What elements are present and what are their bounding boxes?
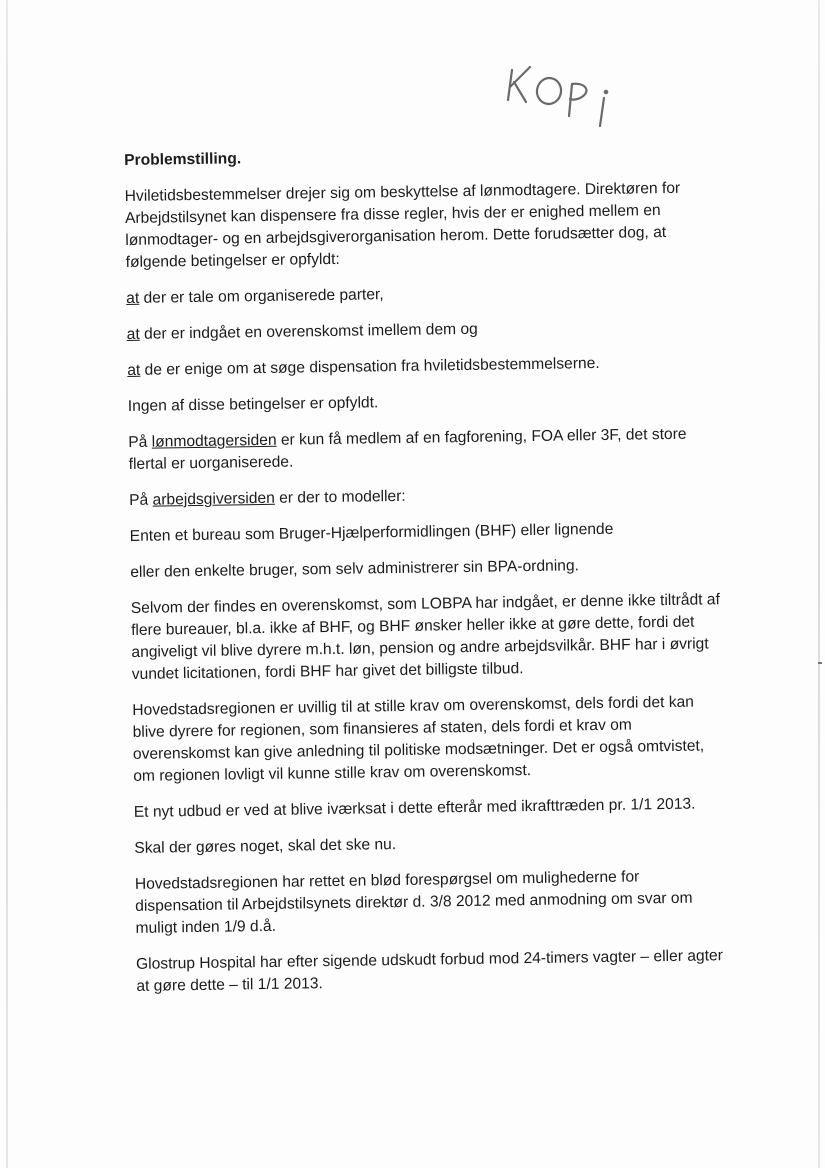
scan-mark (818, 662, 822, 664)
glostrup-paragraph: Glostrup Hospital har efter sigende udskudt forbud mod 24-timers vagter – eller agter at gøre dette – til 1/1 2013. (135, 947, 723, 995)
condition-lead: at (126, 289, 140, 307)
none-fulfilled-paragraph: Ingen af disse betingelser er opfyldt. (127, 394, 379, 415)
act-now-paragraph: Skal der gøres noget, skal det ske nu. (134, 836, 397, 857)
tender-paragraph: Et nyt udbud er ved at blive iværksat i dette efterår med ikrafttræden pr. 1/1 2013. (133, 795, 696, 821)
condition-lead: at (126, 325, 140, 343)
lobpa-paragraph: Selvom der findes en overenskomst, som LOBPA har indgået, er denne ikke tiltrådt af flere bureauer, bl.a. ikke af BHF, og BHF ønsker heller ikke at gøre dette, fordi det angiveligt vil blive dyrere m.h.t. løn, pension og andre arbejdsvilkår. BHF har i øvrigt vundet licitationen, fordi BHF har givet det billigste tilbud. (130, 591, 720, 683)
condition-item (127, 351, 717, 382)
employer-side-post: er der to modeller: (274, 487, 406, 507)
scan-edge-right (818, 0, 820, 1168)
condition-text: de er enige om at søge dispensation fra hviletidsbestemmelserne. (140, 354, 600, 379)
condition-text: der er tale om organiserede parter, (139, 286, 384, 307)
inquiry-paragraph: Hovedstadsregionen har rettet en blød forespørgsel om mulighederne for dispensation til Arbejdstilsynets direktør d. 3/8 2012 med anmodning om svar om muligt inden 1/9 d.å. (134, 868, 693, 937)
condition-lead: at (127, 361, 141, 379)
employer-side-pre: På (129, 491, 153, 509)
employee-side-term: lønmodtagersiden (151, 431, 277, 451)
region-paragraph: Hovedstadsregionen er uvillig til at stille krav om overenskomst, dels fordi det kan blive dyrere for regionen, som finansieres af staten, dels fordi et krav om overenskomst kan give anledning til politiske modsætninger. Det er også omtvistet, om regionen lovligt vil kunne stille krav om overenskomst. (132, 693, 705, 785)
condition-item (127, 315, 717, 346)
employee-side-paragraph (128, 423, 719, 476)
kopi-stamp (500, 52, 630, 132)
document-body (124, 141, 727, 1012)
condition-text: der er indgået en overenskomst imellem dem og (139, 320, 478, 343)
scan-edge-left (6, 0, 8, 1168)
intro-paragraph: Hviletidsbestemmelser drejer sig om beskyttelse af lønmodtagere. Direktøren for Arbejdstilsynet kan dispensere fra disse regler, hvis der er enighed mellem en lønmodtager- og en arbejdsgiverorganisation herom. Dette forudsætter dog, at følgende betingelser er opfyldt: (124, 179, 681, 271)
model-one-paragraph: Enten et bureau som Bruger-Hjælperformidlingen (BHF) eller lignende (129, 520, 614, 545)
employer-side-term: arbejdsgiversiden (152, 489, 275, 509)
model-two-paragraph: eller den enkelte bruger, som selv administrerer sin BPA-ordning. (130, 557, 580, 581)
condition-item (126, 279, 716, 310)
document-heading: Problemstilling. (124, 150, 242, 169)
employer-side-paragraph (129, 481, 719, 512)
kopi-stamp-graphic (500, 52, 630, 132)
employee-side-post: er kun få medlem af en fagforening, FOA eller 3F, det store flertal er uorganiserede. (128, 425, 687, 473)
employee-side-pre: På (128, 433, 152, 451)
